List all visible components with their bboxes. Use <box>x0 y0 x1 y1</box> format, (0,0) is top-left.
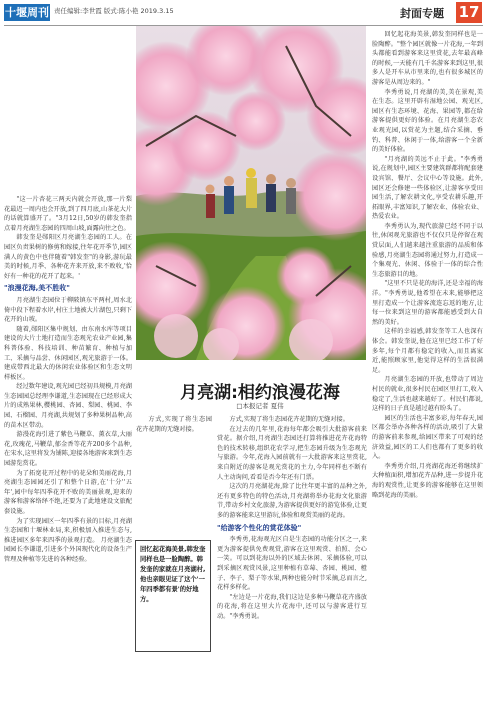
paragraph: 月亮湖生态园位于柳陂镇东平两村,周水北倚中段下程着水岸,村庄土地被大片湖包,只剩下花开的山坡。 <box>4 296 132 324</box>
pull-quote: 回忆起花海美景,韩发奎同样也是一脸陶醉。韩发奎的家就在月亮湖村,他也亲眼见证了这个'一年四季都有景'的好地方。 <box>135 540 211 652</box>
paragraph: 方式,实现了将生态园花卉花期的无缝对接。 <box>136 416 212 433</box>
page-number: 17 <box>456 2 482 23</box>
paragraph: "月亮湖的美远不止于此。"李秀勇说,在规划中,园区主要建筑群都将配套建设宾馆、餐厅、会议中心等设施。此外,园区还会修建一些体验区,让游客享受田园生活,了解农耕文化,享受农耕乐趣,开拓眼界,丰富知识,了解农业、体验农业、热爱农业。 <box>372 155 483 221</box>
paragraph: 回忆起花海美景,韩发奎同样也是一脸陶醉。"整个园区就像一片花海,一年到头都能看到游客来这里赏花,去年最高峰的时候,一天能有几千名游客来到这里,很多人是开车从市里来的,也有很多城区的游客是从周边来的。" <box>372 31 483 86</box>
paragraph: 在过去的几年里,花海每年都会吸引大批游客前来赏花。据介绍,月亮湖生态园还打算将推进花卉花海特色的技术转移,组织花农学习,把生态园升级为生态观光与旅游。今年,花海入园前就有一大批游客来这里赏花,来自附近的游客是观光赏花的主力,今年同样也不断有人主动询问,看看是否今年还有门票。 <box>217 425 367 481</box>
editor-meta: 责任编辑:李世霞 版式:陈小艳 2019.3.15 <box>54 7 174 15</box>
section-title: 封面专题 <box>400 7 444 20</box>
paragraph: 为了实现园区一年四季有景的目标,月亮湖生态园和十堰林业局,来,积极加入推进生态与,推进园区多年来四季的景观打造。 月亮湖生态园园长李谦道,引进多个外国现代化的设备生产管理及种植等先进的各种经验。 <box>4 517 132 563</box>
paragraph: 韩发奎是郧阳区月亮湖生态园的工人。在园区负责果树的修剪和嫁接,往年花开季节,园区满人的黄色中也伴随着"韩发奎"的身影,游玩最美的时候,月季、各种花卉来开放,来不败收,'恰好有一种花的花开了起来。' <box>4 234 132 280</box>
paragraph: 李秀勇说,月亮湖的美,美在景观,美在生态。这里开辟有湿地公园、观光区,园区有生态环境、花海、果园等,都在给游客提供更好的体验。在月亮湖生态农业观光园,以赏花为主题,结合采摘、垂钓、科普、休闲于一体,给游客一个全新的美好体验。 <box>372 88 483 154</box>
paragraph: 这次的月亮湖花海,除了比往年更丰富的品种之外,还有更多特色的特色活动,月亮湖将举办花海文化旅游节,带动乡村文化旅游,为游客提供更好的游览体验,让更多的游客能来这里游玩,体验和观赏美丽的花海。 <box>217 483 367 519</box>
paragraph: 这样的幸福感,韩发奎等工人也深有体会。韩发奎说,他在这里已经工作了好多年,每个月都有稳定的收入,而且离家近,能照顾家里,他觉得这样的生活很满足。 <box>372 328 483 374</box>
byline: □本报记者 夏伟 <box>236 402 284 410</box>
paragraph: 园区的生活也丰富多彩,每年春天,园区都会举办各种各样的活动,吸引了大量的游客前来参观,给园区带来了可观的经济效益,园区的工人们也都有了更多的收入。 <box>372 414 483 461</box>
subheading: "浪漫花海,美不胜收" <box>4 284 70 293</box>
paragraph: "这里不只是花的海洋,还是幸福的海洋。"李秀勇说,他希望在未来,能够把这里打造成一个让游客流连忘返的地方,让每一位来到这里的游客都能感受到大自然的美好。 <box>372 280 483 326</box>
paragraph: 随着,郧阳区集中规划、由东南水库等项目建设的大片土地打造而生态观光农业产业园,集科普体验、科技培训、种苗繁育、种植与加工、采摘与品尝、休闲园区,观光旅游于一体。建成带西北最大的休闲农业体验区和生态文明样板区。 <box>4 325 132 381</box>
paragraph: 经过数年建设,观光园已经初具规模,月亮湖生态园园总经理李谦道,生态园现在已经形成大片的成熟果林,樱桃园、杏园、梨园、桃园、李园、石榴园、月亮湖,共规划了多种果树品种,高的苗木区带动。 <box>4 383 132 429</box>
paragraph: 李秀勇认为,现代旅游已经不同于以往,休闲观光旅游也不仅仅只是停留在观赏层面,人们越来越注重旅游的品质和体验感,月亮湖生态园将通过努力,打造成一个集观光、休闲、体验于一体的综合性生态旅游目的地。 <box>372 222 483 278</box>
page-header <box>0 0 487 24</box>
photo-illustration <box>136 26 366 360</box>
masthead: 十堰周刊 <box>5 6 49 19</box>
article-title: 月亮湖:相约浪漫花海 <box>180 383 340 403</box>
subheading: "给游客个性化的赏花体验" <box>217 523 302 532</box>
middle-column <box>217 415 367 700</box>
paragraph: "左边是一片花海,我们这边是多种马鞭草花卉盛放的花海,将在这里大片花海中,还可以与游客进行互动。"李秀勇说。 <box>217 593 367 620</box>
paragraph: 方式,实现了将生态园花卉花期的无缝对接。 <box>229 416 349 423</box>
paragraph: "这一片杏花三两天内就会开放,那一片梨花最迟一周内也会开放,到了四月底,山茶花大片的话就算盛开了。"3月12日,50岁的韩发奎指点着月亮湖生态园的四周山坡,面露向往之色。 <box>4 196 132 232</box>
paragraph: 游漫花海引进了紫色马鞭草、薰衣草,大丽花,玫瑰花,马鞭草,郁金香等花卉200多个品种,在宋水,这里将发为铺陈,迎接各地游客来到生态园游览赏花。 <box>4 431 132 468</box>
paragraph: 李秀勇,花海观光区自是生态园的功能分区之一,来更为游客提供免费观赏,游客在这里观赏、拍照、会心一笑。可以到花海以外的区域去休闲、采摘体验,可以到采摘区观赏风景,这里种植有草莓、杏园、桃园、橙子、李子、梨子等水果,两种也能分时节采摘,总而言之,花样多样化。 <box>217 536 367 592</box>
center-left-column <box>136 415 212 535</box>
paragraph: 月亮湖生态园的开放,也带动了周边村民的就业,很多村民在园区里打工,收入稳定了,生活也越来越好了。村民们都说,这样的日子真是越过越有盼头了。 <box>372 376 483 413</box>
paragraph: 为了拓宽花开过程中的花朵和美丽花海,月亮湖生态园园还引了和整个日游,在'十分''五年',园中每年四季花开不败的美丽景观,迎来的游客和游客络绎不绝,还要为了此地建设文旅配套设施。 <box>4 469 132 515</box>
paragraph: 李秀勇介绍,月亮湖花海还将继续扩大种植面积,增加花卉品种,进一步提升花海的观赏性,让更多的游客能够在这里领略到花海的美丽。 <box>372 462 483 499</box>
right-column <box>372 30 483 700</box>
left-column <box>4 195 132 700</box>
blossom-photo <box>136 26 366 360</box>
